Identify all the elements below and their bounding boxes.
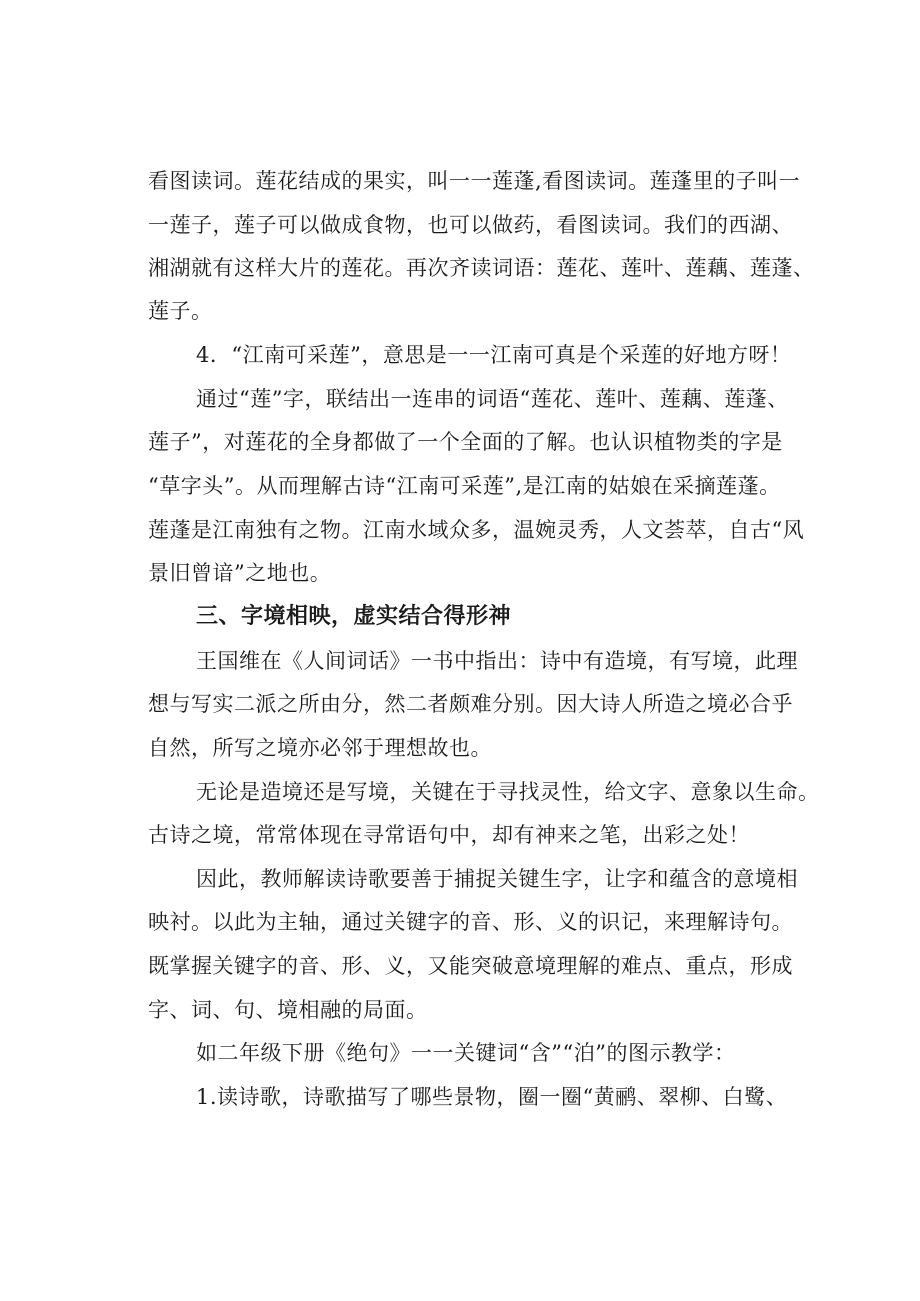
paragraph-4-line-3: 自然，所写之境亦必邻于理想故也。 <box>148 736 492 760</box>
section-heading: 三、字境相映，虚实结合得形神 <box>196 604 512 629</box>
paragraph-8-line-1: 1.读诗歌，诗歌描写了哪些景物，圈一圈“黄鹂、翠柳、白鹭、 <box>196 1085 788 1109</box>
paragraph-3-line-1: 通过“莲”字，联结出一连串的词语“莲花、莲叶、莲藕、莲蓬、 <box>196 387 789 411</box>
paragraph-5-line-2: 古诗之境，常常体现在寻常语句中，却有神来之笔，出彩之处！ <box>148 823 750 847</box>
paragraph-4-line-2: 想与写实二派之所由分，然二者颇难分别。因大诗人所造之境必合乎 <box>148 692 793 716</box>
paragraph-3-line-2: 莲子”，对莲花的全身都做了一个全面的了解。也认识植物类的字是 <box>148 430 783 454</box>
paragraph-6-line-1: 因此，教师解读诗歌要善于捕捉关键生字，让字和蕴含的意境相 <box>196 867 798 891</box>
paragraph-1-line-3: 湘湖就有这样大片的莲花。再次齐读词语：莲花、莲叶、莲藕、莲蓬、 <box>148 256 815 280</box>
paragraph-2-line-1: 4．“江南可采莲”，意思是一一江南可真是个采莲的好地方呀！ <box>196 343 792 367</box>
paragraph-1-line-1: 看图读词。莲花结成的果实，叫一一莲蓬,看图读词。莲蓬里的子叫一 <box>148 169 801 193</box>
paragraph-3-line-4: 莲蓬是江南独有之物。江南水域众多，温婉灵秀，人文荟萃，自古“风 <box>148 518 805 542</box>
paragraph-3-line-5: 景旧曾谙”之地也。 <box>148 561 332 585</box>
paragraph-6-line-2: 映衬。以此为主轴，通过关键字的音、形、义的识记，来理解诗句。 <box>148 910 793 934</box>
paragraph-1-line-2: 一莲子，莲子可以做成食物，也可以做药，看图读词。我们的西湖、 <box>148 213 793 237</box>
paragraph-5-line-1: 无论是造境还是写境，关键在于寻找灵性，给文字、意象以生命。 <box>196 780 820 804</box>
paragraph-4-line-1: 王国维在《人间词话》一书中指出：诗中有造境，有写境，此理 <box>196 649 798 673</box>
paragraph-3-line-3: “草字头”。从而理解古诗“江南可采莲”,是江南的姑娘在采摘莲蓬。 <box>148 474 781 498</box>
paragraph-7-line-1: 如二年级下册《绝句》一一关键词“含”“泊”的图示教学： <box>196 1041 736 1065</box>
paragraph-1-line-4: 莲子。 <box>148 299 213 323</box>
paragraph-6-line-3: 既掌握关键字的音、形、义，又能突破意境理解的难点、重点，形成 <box>148 954 793 978</box>
paragraph-6-line-4: 字、词、句、境相融的局面。 <box>148 998 428 1022</box>
